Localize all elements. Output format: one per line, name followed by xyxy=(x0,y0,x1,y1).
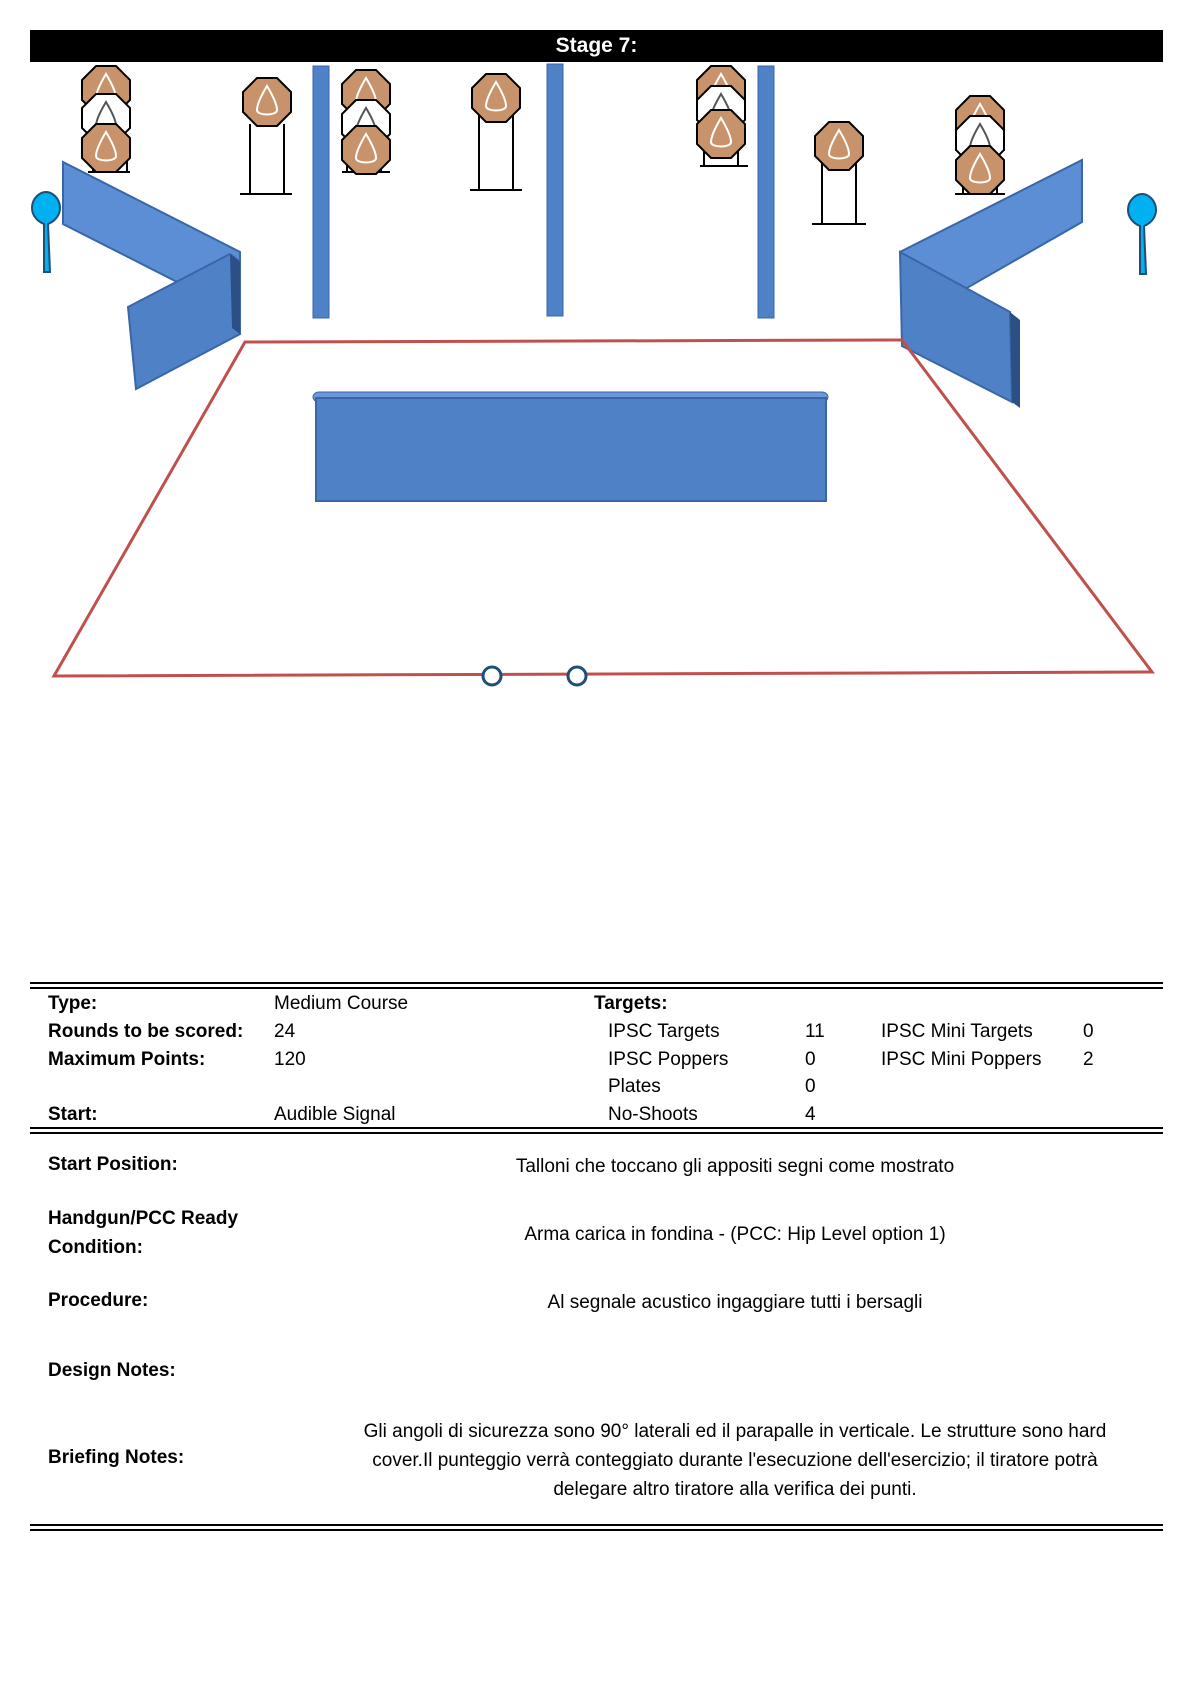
target-type-count: 11 xyxy=(805,1021,825,1042)
target-type-count: 0 xyxy=(805,1076,816,1097)
briefing-notes-line: Gli angoli di sicurezza sono 90° laterali ed il parapalle in verticale. Le strutture sono hard xyxy=(363,1421,1107,1442)
targets-label: Targets: xyxy=(594,993,668,1014)
stage-info xyxy=(30,982,1163,1531)
rounds-label: Rounds to be scored: xyxy=(48,1021,244,1042)
type-label: Type: xyxy=(48,993,98,1014)
type-value: Medium Course xyxy=(274,993,409,1014)
mini-target-count: 2 xyxy=(1083,1049,1094,1070)
bottom-divider xyxy=(30,1524,1163,1531)
left-wall xyxy=(63,162,240,389)
ready-condition-value: Arma carica in fondina - (PCC: Hip Level option 1) xyxy=(524,1224,946,1245)
summary-table xyxy=(30,989,1163,1127)
briefing-notes-label: Briefing Notes: xyxy=(48,1447,185,1468)
start-label: Start: xyxy=(48,1104,98,1125)
stage-title: Stage 7: xyxy=(30,30,1163,62)
ready-condition-label-2: Condition: xyxy=(48,1237,143,1258)
center-barricade xyxy=(313,392,828,501)
briefing-notes-line: cover.Il punteggio verrà conteggiato durante l'esecuzione dell'esercizio; il tiratore potrà xyxy=(372,1450,1098,1471)
start-marks xyxy=(483,667,586,685)
start-position-value: Talloni che toccano gli appositi segni come mostrato xyxy=(515,1156,955,1177)
details-section xyxy=(30,1134,1163,1524)
target-type-name: Plates xyxy=(608,1076,661,1097)
start-value: Audible Signal xyxy=(274,1104,396,1125)
ipsc-targets xyxy=(82,66,1004,194)
target-type-count: 4 xyxy=(805,1104,816,1125)
start-position-label: Start Position: xyxy=(48,1154,178,1175)
top-divider xyxy=(30,982,1163,989)
mini-target-name: IPSC Mini Targets xyxy=(881,1021,1033,1042)
middle-divider xyxy=(30,1127,1163,1134)
points-label: Maximum Points: xyxy=(48,1049,206,1070)
target-type-name: IPSC Targets xyxy=(608,1021,720,1042)
procedure-value: Al segnale acustico ingaggiare tutti i bersagli xyxy=(547,1292,923,1313)
stage-diagram xyxy=(0,62,1191,702)
ready-condition-label-1: Handgun/PCC Ready xyxy=(48,1208,239,1229)
design-notes-label: Design Notes: xyxy=(48,1360,176,1381)
rounds-value: 24 xyxy=(274,1021,296,1042)
target-type-name: IPSC Poppers xyxy=(608,1049,729,1070)
briefing-notes-line: delegare altro tiratore alla verifica dei punti. xyxy=(553,1479,917,1500)
procedure-label: Procedure: xyxy=(48,1290,149,1311)
target-type-name: No-Shoots xyxy=(608,1104,698,1125)
mini-target-name: IPSC Mini Poppers xyxy=(881,1049,1042,1070)
right-wall xyxy=(900,160,1082,408)
target-type-count: 0 xyxy=(805,1049,816,1070)
points-value: 120 xyxy=(274,1049,306,1070)
mini-target-count: 0 xyxy=(1083,1021,1094,1042)
